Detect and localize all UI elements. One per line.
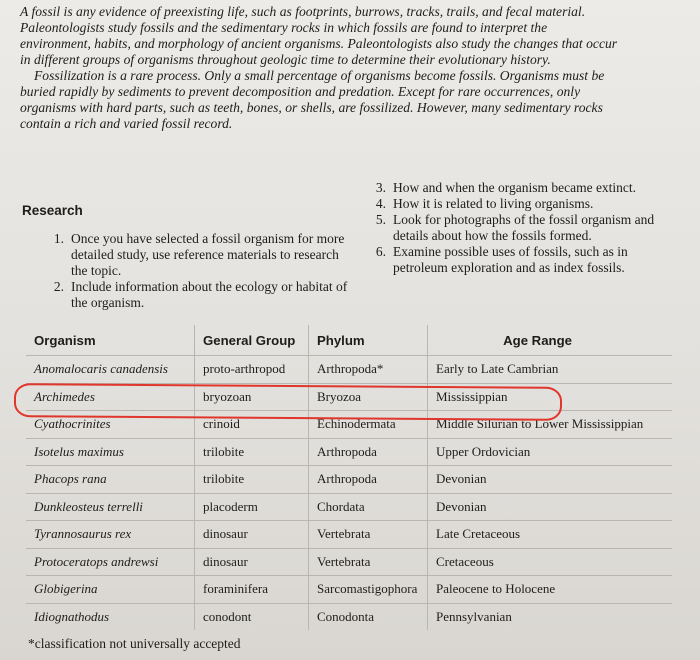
cell-organism: Tyrannosaurus rex [26, 521, 195, 549]
cell-age-range: Paleocene to Holocene [428, 576, 673, 604]
cell-general-group: placoderm [195, 493, 309, 521]
research-step [368, 180, 668, 196]
fossil-table [26, 325, 700, 630]
column-header-general-group: General Group [195, 325, 309, 356]
intro-paragraph-2: Fossilization is a rare process. Only a small percentage of organisms become fossils. Organisms must be buried rapidly by sediments to prevent decomposition and predation. Except for rare occurrences, only organisms with hard parts, such as teeth, bones, or shells, are fossilized. However, many sedimentary rocks contain a rich and varied fossil record. [20, 68, 605, 131]
cell-age-range: Middle Silurian to Lower Mississippian [428, 411, 673, 439]
cell-organism: Cyathocrinites [26, 411, 195, 439]
cell-phylum: Arthropoda [309, 438, 428, 466]
cell-phylum: Arthropoda [309, 466, 428, 494]
research-step [368, 212, 668, 244]
cell-general-group: dinosaur [195, 521, 309, 549]
step-number: 4. [375, 196, 386, 211]
cell-phylum: Bryozoa [309, 383, 428, 411]
cell-organism: Protoceratops andrewsi [26, 548, 195, 576]
research-step [46, 279, 351, 311]
cell-age-range: Cretaceous [428, 548, 673, 576]
cell-general-group: foraminifera [195, 576, 309, 604]
step-number: 6. [375, 244, 386, 259]
cell-phylum: Vertebrata [309, 548, 428, 576]
table-row [26, 411, 672, 439]
table-row [26, 356, 672, 384]
step-text: Look for photographs of the fossil organism and details about how the fossils formed. [393, 212, 655, 243]
column-header-organism: Organism [34, 332, 96, 348]
cell-organism: Dunkleosteus terrelli [26, 493, 195, 521]
research-step [368, 244, 668, 276]
research-steps-right [368, 180, 668, 276]
cell-phylum: Vertebrata [309, 521, 428, 549]
table-row [26, 576, 672, 604]
step-number: 3. [375, 180, 386, 195]
cell-phylum: Conodonta [309, 603, 428, 630]
cell-phylum: Echinodermata [309, 411, 428, 439]
table-row [26, 548, 672, 576]
research-steps-left [46, 231, 351, 311]
cell-age-range: Late Cretaceous [428, 521, 673, 549]
table-row [26, 438, 672, 466]
cell-general-group: dinosaur [195, 548, 309, 576]
step-number: 5. [375, 212, 386, 227]
cell-age-range: Devonian [428, 466, 673, 494]
table-row [26, 603, 672, 630]
cell-age-range: Early to Late Cambrian [428, 356, 673, 384]
cell-phylum: Arthropoda* [309, 356, 428, 384]
column-header-phylum: Phylum [309, 325, 428, 356]
cell-organism: Phacops rana [26, 466, 195, 494]
column-header-age-range: Age Range [428, 325, 673, 356]
cell-age-range: Pennsylvanian [428, 603, 673, 630]
research-step [368, 196, 668, 212]
cell-general-group: trilobite [195, 466, 309, 494]
cell-organism: Archimedes [26, 383, 195, 411]
step-text: Include information about the ecology or habitat of the organism. [71, 279, 348, 310]
table-header-row [26, 325, 672, 356]
cell-organism: Anomalocaris canadensis [26, 356, 195, 384]
table-row-highlighted [26, 383, 672, 411]
step-text: Once you have selected a fossil organism for more detailed study, use reference materials to research the topic. [71, 231, 345, 278]
cell-general-group: proto-arthropod [195, 356, 309, 384]
intro-text [20, 4, 620, 132]
cell-age-range: Mississippian [428, 383, 673, 411]
cell-general-group: crinoid [195, 411, 309, 439]
cell-phylum: Sarcomastigophora [309, 576, 428, 604]
research-heading: Research [22, 203, 83, 218]
cell-organism: Globigerina [26, 576, 195, 604]
step-number: 2. [53, 279, 64, 294]
footnote: *classification not universally accepted [28, 636, 241, 651]
table-row [26, 466, 672, 494]
step-text: How it is related to living organisms. [393, 196, 594, 211]
cell-general-group: trilobite [195, 438, 309, 466]
step-text: How and when the organism became extinct. [393, 180, 637, 195]
research-step [46, 231, 351, 279]
cell-organism: Isotelus maximus [26, 438, 195, 466]
intro-paragraph-1: A fossil is any evidence of preexisting life, such as footprints, burrows, tracks, trails, and fecal material. Paleontologists study fossils and the sedimentary rocks in which fossils are found to interpret the environment, habits, and morphology of ancient organisms. Paleontologists also study the changes that occur in different groups of organisms throughout geologic time to determine their evolutionary history. [20, 4, 618, 67]
cell-age-range: Upper Ordovician [428, 438, 673, 466]
cell-age-range: Devonian [428, 493, 673, 521]
step-number: 1. [53, 231, 64, 246]
table-row [26, 493, 672, 521]
cell-organism: Idiognathodus [26, 603, 195, 630]
cell-phylum: Chordata [309, 493, 428, 521]
table-row [26, 521, 672, 549]
cell-general-group: bryozoan [195, 383, 309, 411]
cell-general-group: conodont [195, 603, 309, 630]
step-text: Examine possible uses of fossils, such as in petroleum exploration and as index fossils. [393, 244, 628, 275]
